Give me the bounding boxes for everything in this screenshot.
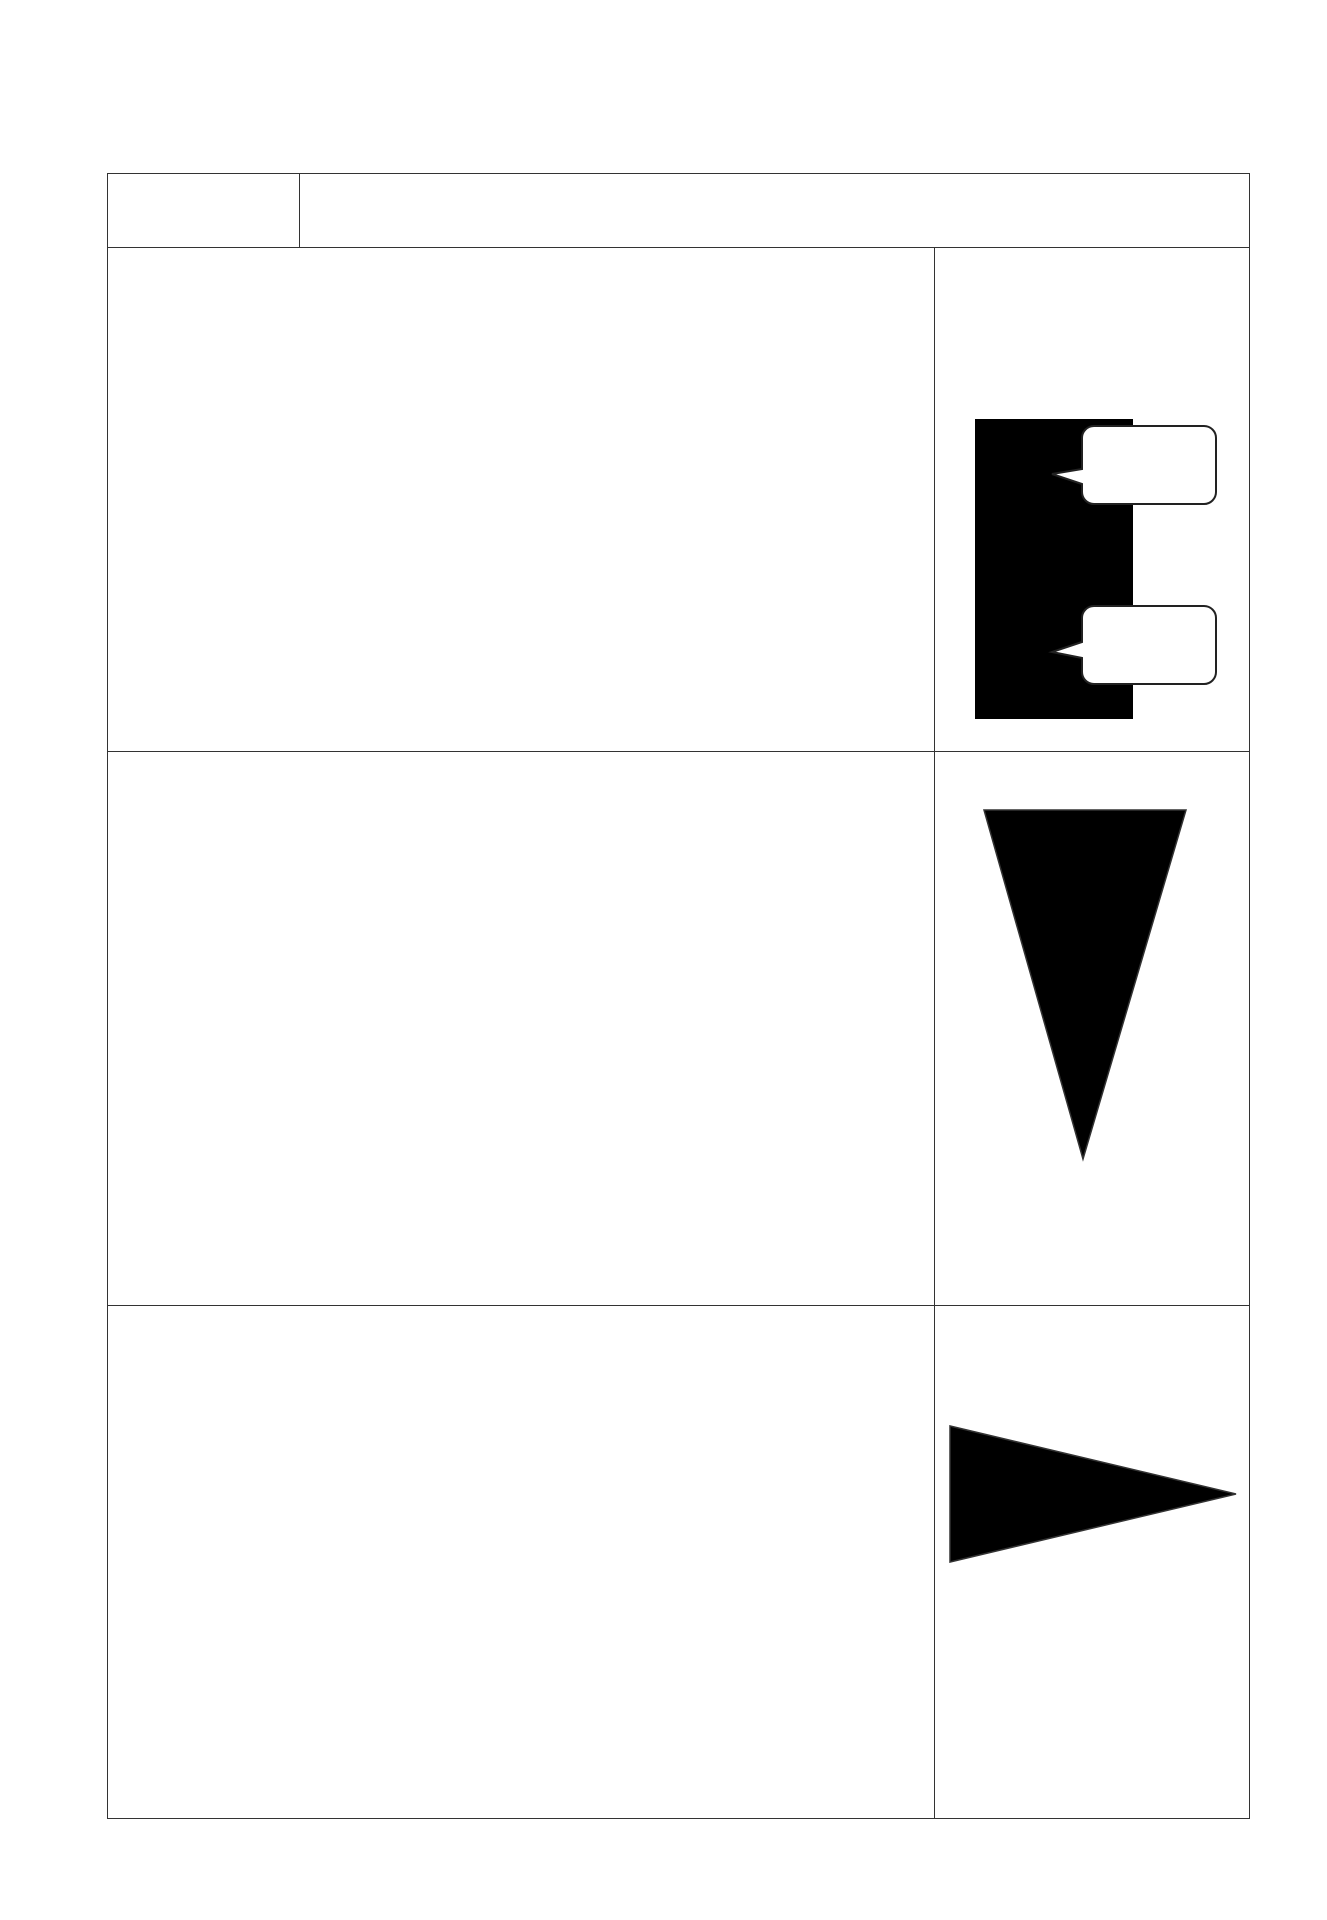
impact-graphic — [936, 784, 1248, 1302]
row-divider — [108, 247, 1249, 248]
row-divider — [108, 751, 1249, 752]
economic-wedge — [950, 1426, 1236, 1562]
features-text — [133, 785, 923, 857]
building-illustration — [936, 406, 1248, 750]
building-base — [995, 689, 1101, 719]
column-divider — [934, 247, 935, 1818]
info-sheet-table — [107, 173, 1250, 1819]
row-divider — [108, 1305, 1249, 1306]
column-divider — [299, 174, 300, 247]
impact-wedge — [984, 810, 1186, 1159]
economic-effect-graphic — [936, 1414, 1248, 1594]
economic-text — [133, 1339, 923, 1375]
